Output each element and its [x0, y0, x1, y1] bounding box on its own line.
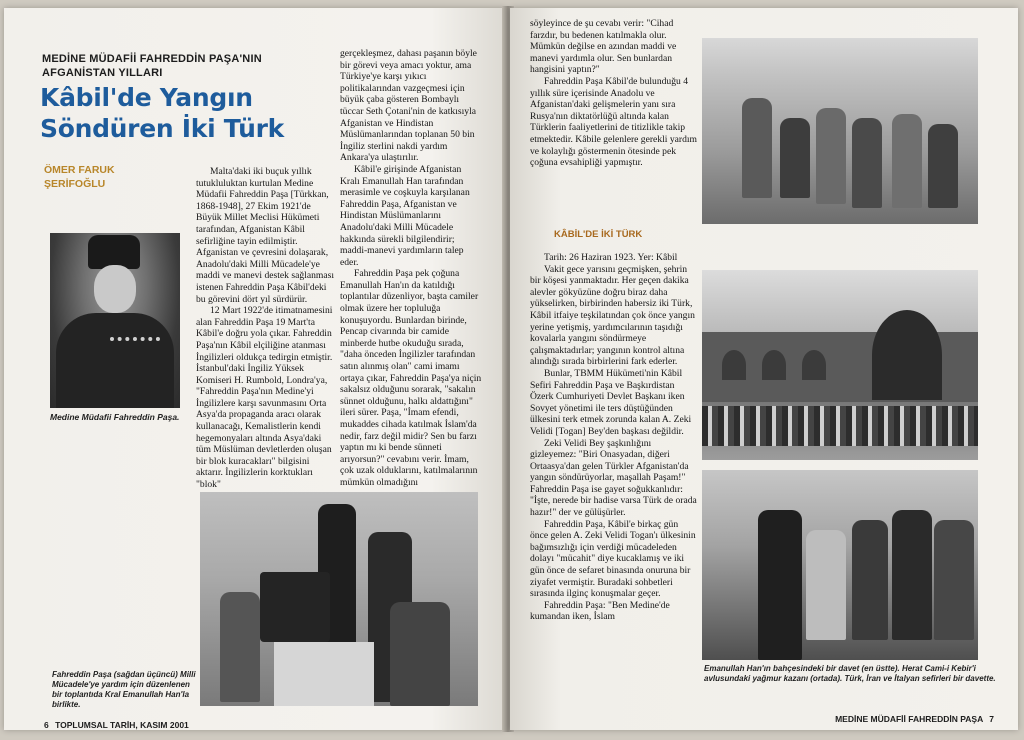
paragraph: Fahreddin Paşa: "Ben Medine'de kumandan iken, İslam: [530, 599, 670, 623]
garden-party-photo: [702, 38, 978, 224]
article-title: [40, 82, 310, 144]
left-footer: [44, 720, 189, 730]
title-line-2: Söndüren İki Türk: [40, 114, 284, 143]
right-footer: [835, 714, 994, 724]
paragraph: Fahreddin Paşa Kâbil'de bulunduğu 4 yıllık süre içerisinde Anadolu ve Afganistan'daki gelişmelerin yanı sıra Rusya'nın diktatörlüğü altında kalan Türklerin faaliyetlerini de titizlikle takip etmektedir. Kâbile gelenlere gerekli yardım ve kolaylığı göstermenin ötesinde pek çoğuna evsahipliği yapmıştır.: [530, 75, 698, 169]
mosque-courtyard-photo: [702, 270, 978, 460]
author-line-2: ŞERİFOĞLU: [44, 178, 106, 190]
section-subhead: KÂBİL'DE İKİ TÜRK: [554, 229, 643, 240]
paragraph: Kâbil'e girişinde Afganistan Kralı Emanullah Han tarafından merasimle ve coşkuyla karşılanan Fahreddin Paşa, Afganistan ve Hindistan Müslümanlarını Anadolu'daki Milli Mücadele hakkında sürekli bilgilendirir; maddi-manevi yardımların talep eder.: [340, 163, 470, 268]
paragraph: gerçekleşmez, dahası paşanın böyle bir görevi veya amacı yoktur, ama Türkiye'ye karşı yıkıcı politikalarından vazgeçmesi için büyük çaba gösteren Bombaylı tüccar Seth Çotani'nin de katkısıyla Afganistan ve Hindistan Müslümanlarından toplanan 50 bin İngiliz sterlini nakdi yardım Ankara'ya ulaştırılır.: [340, 48, 477, 164]
text-column-2: [340, 48, 482, 489]
left-page: [4, 8, 506, 730]
magazine-issue: TOPLUMSAL TARİH, KASIM 2001: [55, 720, 189, 730]
paragraph: Vakit gece yarısını geçmişken, şehrin bir köşesi yanmaktadır. Her geçen dakika alevler gökyüzüne doğru biraz daha yükselirken, birbirinden habersiz iki Türk, Kâbil itfaiye teşkilatından çok önce yangın yerine yetişmiş, yardımcılarının taşıdığı kovalarla yangını söndürmeye çalışmaktadırlar; yangının kontrol altına alındığı sırada birbirlerini fark ederler.: [530, 263, 695, 368]
ambassadors-photo: [702, 470, 978, 660]
title-line-1: Kâbil'de Yangın: [40, 83, 253, 112]
right-page: [510, 8, 1018, 730]
author: [44, 163, 164, 191]
paragraph: Fahreddin Paşa pek çoğuna Emanullah Han'ın da katıldığı toplantılar düzenliyor, başta camiler olmak üzere her topluluğa konuşuyordu. Bunlardan birinde, Pencap civarında bir camide minberde hutbe okuduğu sırada, "daha önceden İngilizler tarafından satın alınmış olan" cami imamı ortaya çıkar, Fahreddin Paşa'ya niçin sakalsız olduğunu sorarak, "sakalın sünnet olduğunu, halkı aldattığını" ileri sürer. Paşa, "İmam efendi, mukaddes cihada katılmak İslam'da nedir, farz değil midir? Sen bu farzı yaptın mı ki bende sünneti arıyorsun?" cevabını verir. İmam, çok uzak olduklarını, katılmalarının mümkün olmadığını: [340, 268, 482, 488]
page-number: 6: [44, 720, 49, 730]
portrait-photo: [50, 233, 180, 408]
page-number: 7: [989, 714, 994, 724]
photos-caption: Emanullah Han'ın bahçesindeki bir davet (en üstte). Herat Cami-i Kebir'i avlusundaki yağmur kazanı (ortada). Türk, İran ve İtalyan sefirleri bir davette.: [704, 664, 996, 683]
paragraph: Zeki Velidi Bey şaşkınlığını gizleyemez: "Biri Onasyadan, diğeri Ortaasya'dan gelen Türkler Afganistan'da yangın söndürüyorlar, maşallah Paşam!" Fahreddin Paşa ise gayet soğukkanlıdır: "İşte, nerede bir hadise varsa Türk de orada hazır!" der ve gülüşürler.: [530, 437, 697, 519]
paragraph: Malta'daki iki buçuk yıllık tutukluluktan kurtulan Medine Müdafii Fahreddin Paşa [Türkkan, 1868-1948], 27 Ekim 1921'de Büyük Millet Meclisi Hükümeti tarafından, Afganistan Kâbil sefirliğine tayin edilmiştir. Afganistan ve çevresini dolaşarak, Anadolu'daki Milli Mücadele'ye maddi ve manevi destek sağlanması istenen Fahreddin Paşa Kâbil'deki bu görevini dört yıl sürdürür.: [196, 166, 335, 305]
paragraph: Fahreddin Paşa, Kâbil'e birkaç gün önce gelen A. Zeki Velidi Togan'ı ülkesinin bağımsızlığı için verdiği mücadeleden dolayı "mücahit" diye kucaklamış ve iki gün önce de sefaret binasında onuruna bir ziyafet vermiştir. Buradaki sohbetleri sırasında ilginç konuşmalar geçer.: [530, 518, 696, 600]
portrait-caption: Medine Müdafii Fahreddin Paşa.: [50, 412, 180, 422]
paragraph: Tarih: 26 Haziran 1923. Yer: Kâbil: [544, 252, 678, 263]
author-line-1: ÖMER FARUK: [44, 164, 115, 176]
text-column-3-top: [530, 18, 698, 169]
text-column-1: [196, 166, 334, 491]
article-kicker: MEDİNE MÜDAFİİ FAHREDDİN PAŞA'NIN AFGANİSTAN YILLARI: [42, 53, 262, 79]
section-title: MEDİNE MÜDAFİİ FAHREDDİN PAŞA: [835, 714, 983, 724]
paragraph: söyleyince de şu cevabı verir: "Cihad farzdır, bu bedenen katılmakla olur. Mümkün değilse en azından maddi ve manevi yardımla olur. Sen bunlardan hangisini yaptın?": [530, 18, 677, 76]
text-column-3-bottom: [530, 252, 698, 623]
meeting-photo-caption: Fahreddin Paşa (sağdan üçüncü) Milli Mücadele'ye yardım için düzenlenen bir toplantıda Kral Emanullah Han'la birlikte.: [52, 670, 196, 709]
paragraph: Bunlar, TBMM Hükümeti'nin Kâbil Sefiri Fahreddin Paşa ve Başkırdistan Özerk Cumhuriyeti Devlet Başkanı iken Sovyet yönetimi ile ters düştüğünden ülkesini terk etmek zorunda kalan A. Zeki Velidi [Togan] Bey'den başkası değildir.: [530, 367, 692, 437]
paragraph: 12 Mart 1922'de itimatnamesini alan Fahreddin Paşa 19 Mart'ta Kâbil'e doğru yola çıkar. Fahreddin Paşa'nın Kâbil elçiliğine atanması İngilizleri oldukça tedirgin etmiştir. İstanbul'daki İngiliz Yüksek Komiseri H. Rumbold, Londra'ya, "Fahreddin Paşa'nın Medine'yi İngilizlere karşı savunmasını Orta Asya'da propaganda aracı olarak kullanacağı, Kemalistlerin kendi hegemonyaları altında Asya'daki tüm Müslüman devletlerden oluşan bir blok kuracakları" bilgisini aktarır. İngilizlerin korktukları "blok": [196, 305, 333, 491]
meeting-photo: [200, 492, 478, 706]
